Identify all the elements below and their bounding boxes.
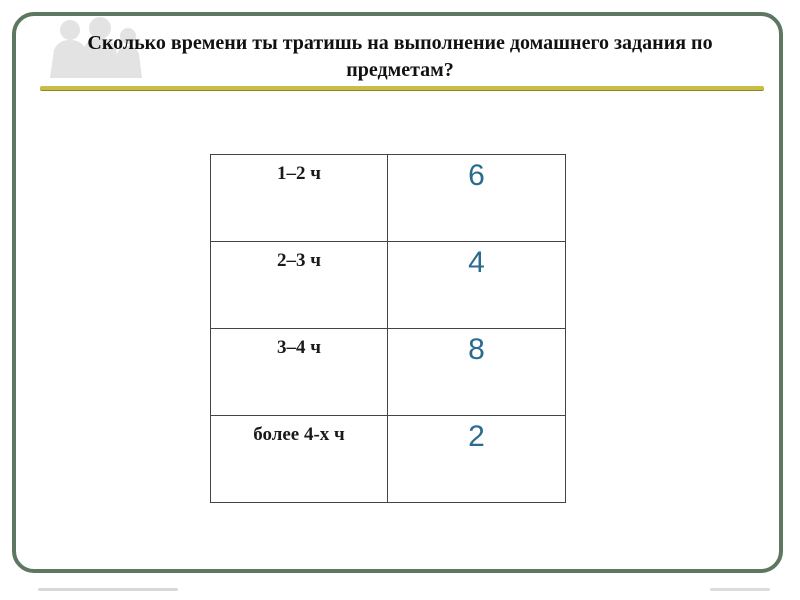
table-cell-value <box>388 155 566 242</box>
table-row <box>211 155 566 242</box>
title-underline <box>40 86 764 91</box>
table-cell-value <box>388 329 566 416</box>
time-range-label: 2–3 ч <box>277 250 321 271</box>
count-value: 6 <box>468 159 485 192</box>
table-cell-label <box>211 416 388 503</box>
time-range-label: более 4-х ч <box>253 424 345 445</box>
table-cell-label <box>211 155 388 242</box>
time-range-label: 3–4 ч <box>277 337 321 358</box>
table-cell-label <box>211 329 388 416</box>
count-value: 2 <box>468 420 485 453</box>
slide-title: Сколько времени ты тратишь на выполнение домашнего задания по предметам? <box>87 32 713 81</box>
footer-decoration-right <box>710 588 770 591</box>
time-range-label: 1–2 ч <box>277 163 321 184</box>
homework-time-table <box>210 154 566 503</box>
footer-decoration-left <box>38 588 178 591</box>
table-cell-value <box>388 416 566 503</box>
count-value: 8 <box>468 333 485 366</box>
table-cell-value <box>388 242 566 329</box>
count-value: 4 <box>468 246 485 279</box>
table-row <box>211 329 566 416</box>
table-row <box>211 242 566 329</box>
table-cell-label <box>211 242 388 329</box>
table-row <box>211 416 566 503</box>
